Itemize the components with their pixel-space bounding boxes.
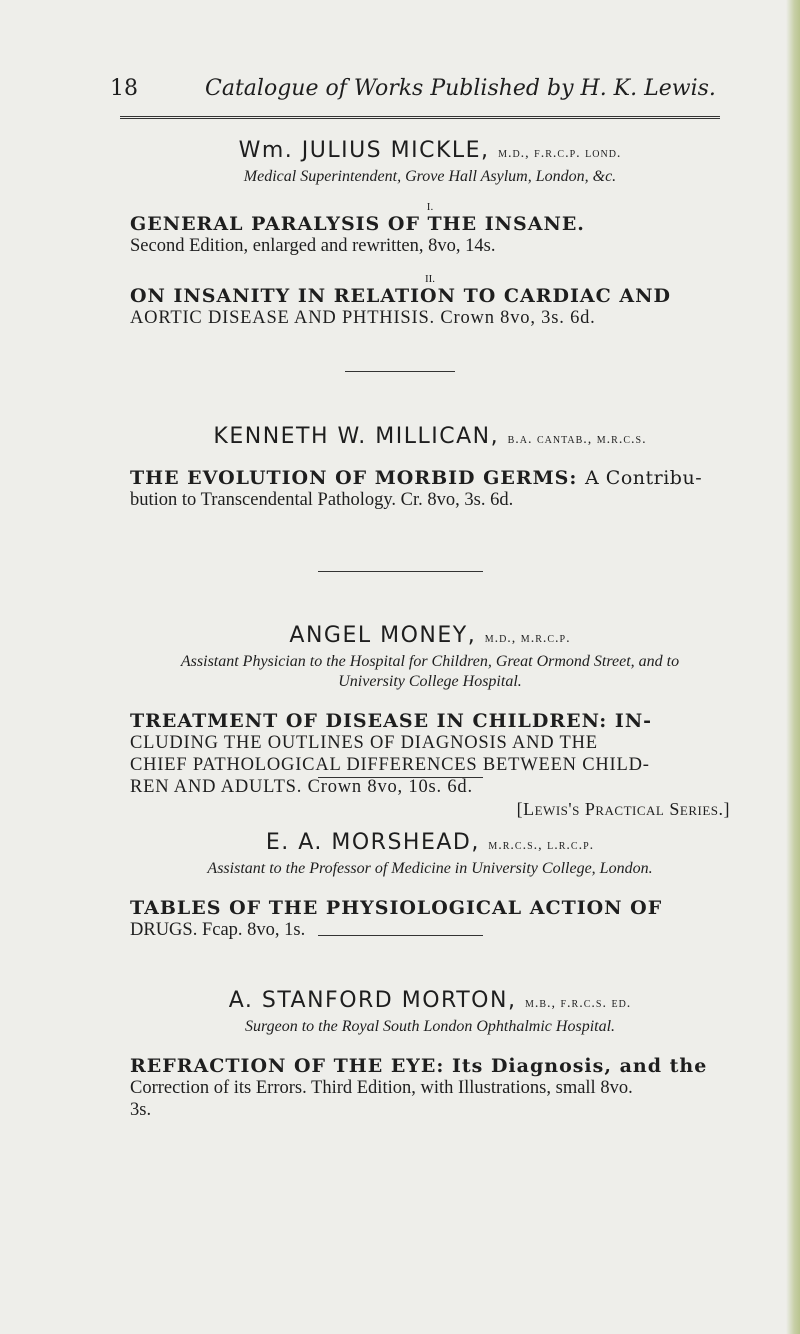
author-name: Wm. JULIUS MICKLE, bbox=[238, 138, 490, 163]
author-heading bbox=[130, 830, 730, 855]
author-credentials: m.b., f.r.c.s. ed. bbox=[524, 996, 632, 1011]
catalogue-entry-millican bbox=[130, 424, 730, 511]
work-details: CHIEF PATHOLOGICAL DIFFERENCES BETWEEN CHILD- bbox=[130, 755, 650, 775]
work-numeral: I. bbox=[426, 201, 434, 213]
author-affiliation: University College Hospital. bbox=[338, 673, 522, 690]
work-title-line bbox=[130, 1055, 730, 1077]
author-heading bbox=[130, 988, 730, 1013]
section-divider bbox=[345, 371, 455, 372]
author-name: ANGEL MONEY, bbox=[289, 623, 477, 648]
catalogue-entry-morton bbox=[130, 988, 730, 1121]
section-divider bbox=[318, 777, 483, 778]
page-edge-shadow bbox=[786, 0, 800, 1334]
work-details: CLUDING THE OUTLINES OF DIAGNOSIS AND THE bbox=[130, 733, 598, 753]
author-affiliation: Medical Superintendent, Grove Hall Asylum, London, &c. bbox=[243, 168, 617, 185]
section-divider bbox=[318, 571, 483, 572]
author-heading bbox=[130, 138, 730, 163]
author-heading bbox=[130, 424, 730, 449]
work-details: Correction of its Errors. Third Edition, with Illustrations, small 8vo. bbox=[130, 1078, 633, 1098]
work-details: bution to Transcendental Pathology. Cr. 8vo, 3s. 6d. bbox=[130, 490, 514, 510]
header-rule bbox=[120, 116, 720, 119]
author-credentials: m.d., f.r.c.p. lond. bbox=[498, 146, 622, 161]
work-title-line bbox=[130, 467, 730, 489]
author-heading bbox=[130, 623, 730, 648]
author-credentials: b.a. cantab., m.r.c.s. bbox=[507, 432, 647, 447]
work-details: AORTIC DISEASE AND PHTHISIS. Crown 8vo, 3s. 6d. bbox=[130, 308, 596, 328]
catalogue-entry-money bbox=[130, 623, 730, 820]
author-affiliation: Surgeon to the Royal South London Ophthalmic Hospital. bbox=[244, 1018, 616, 1035]
author-name: A. STANFORD MORTON, bbox=[228, 988, 517, 1013]
work-details: REN AND ADULTS. Crown 8vo, 10s. 6d. bbox=[130, 777, 473, 797]
author-name: E. A. MORSHEAD, bbox=[265, 830, 480, 855]
series-note: [Lewis's Practical Series.] bbox=[516, 799, 730, 819]
work-title: ON INSANITY IN RELATION TO CARDIAC AND bbox=[130, 285, 671, 307]
running-title: Catalogue of Works Published by H. K. Lewis. bbox=[205, 76, 716, 101]
catalogue-entry-morshead bbox=[130, 830, 730, 941]
work-subtitle: A Contribu- bbox=[585, 467, 703, 489]
catalogue-entry-mickle bbox=[130, 138, 730, 329]
work-numeral: II. bbox=[424, 273, 436, 285]
author-credentials: m.d., m.r.c.p. bbox=[484, 631, 571, 646]
work-details: Second Edition, enlarged and rewritten, 8vo, 14s. bbox=[130, 236, 496, 256]
author-credentials: m.r.c.s., l.r.c.p. bbox=[488, 838, 595, 853]
work-title: TREATMENT OF DISEASE IN CHILDREN: IN- bbox=[130, 710, 653, 732]
author-affiliation: Assistant Physician to the Hospital for Children, Great Ormond Street, and to bbox=[180, 653, 680, 670]
work-details: DRUGS. Fcap. 8vo, 1s. bbox=[130, 920, 306, 940]
work-title: GENERAL PARALYSIS OF THE INSANE. bbox=[130, 213, 585, 235]
work-title: TABLES OF THE PHYSIOLOGICAL ACTION OF bbox=[130, 897, 663, 919]
page-header bbox=[0, 72, 800, 112]
work-title: REFRACTION OF THE EYE: bbox=[130, 1055, 445, 1077]
author-affiliation: Assistant to the Professor of Medicine in University College, London. bbox=[207, 860, 653, 877]
section-divider bbox=[318, 935, 483, 936]
work-details: 3s. bbox=[130, 1100, 152, 1120]
author-name: KENNETH W. MILLICAN, bbox=[213, 424, 500, 449]
work-subtitle: Its Diagnosis, and the bbox=[451, 1055, 708, 1077]
work-title: THE EVOLUTION OF MORBID GERMS: bbox=[130, 467, 578, 489]
page-number: 18 bbox=[110, 76, 138, 101]
